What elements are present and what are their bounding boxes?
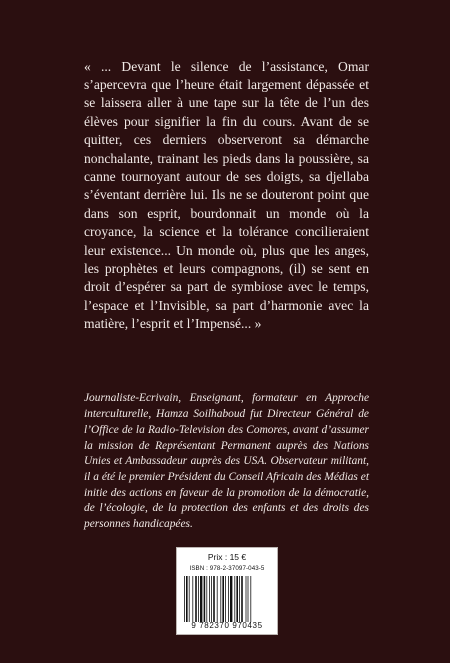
- book-excerpt-quote: « ... Devant le silence de l’assistance, Omar s’apercevra que l’heure était largement dépassée et se laissera aller à une tape sur la tête de l’un des élèves pour signifier la fin du cours. Avant de se quitter, ces derniers observeront sa démarche nonchalante, trainant les pieds dans la poussière, sa canne tournoyant autour de ses doigts, sa djellaba s’éventant derrière lui. Ils ne se douteront point que dans son esprit, bourdonnait un monde où la croyance, la science et la tolérance concilieraient leur existence... Un monde où, plus que les anges, les prophètes et leurs compagnons, (il) se sent en droit d’espérer sa part de symbiose avec le temps, l’espace et l’Invisible, sa part d’harmonie avec la matière, l’esprit et l’Impensé... »: [84, 58, 369, 332]
- barcode-digits: 9 782370 970435: [191, 621, 263, 630]
- barcode-bars-icon: [184, 576, 270, 622]
- price-label: Prix : 15 €: [207, 552, 247, 562]
- author-biography: Journaliste-Ecrivain, Enseignant, formateur en Approche interculturelle, Hamza Soilhaboud fut Directeur Général de l’Office de la Radio-Television des Comores, avant d’assumer la mission de Représentant Permanent auprès des Nations Unies et Ambassadeur auprès des USA. Observateur militant, il a été le premier Président du Conseil Africain des Médias et initie des actions en faveur de la promotion de la démocratie, de l’écologie, de la protection des enfants et des droits des personnes handicapées.: [84, 392, 369, 531]
- barcode-label: [176, 547, 278, 635]
- isbn-label: ISBN : 978-2-37097-043-5: [189, 565, 265, 572]
